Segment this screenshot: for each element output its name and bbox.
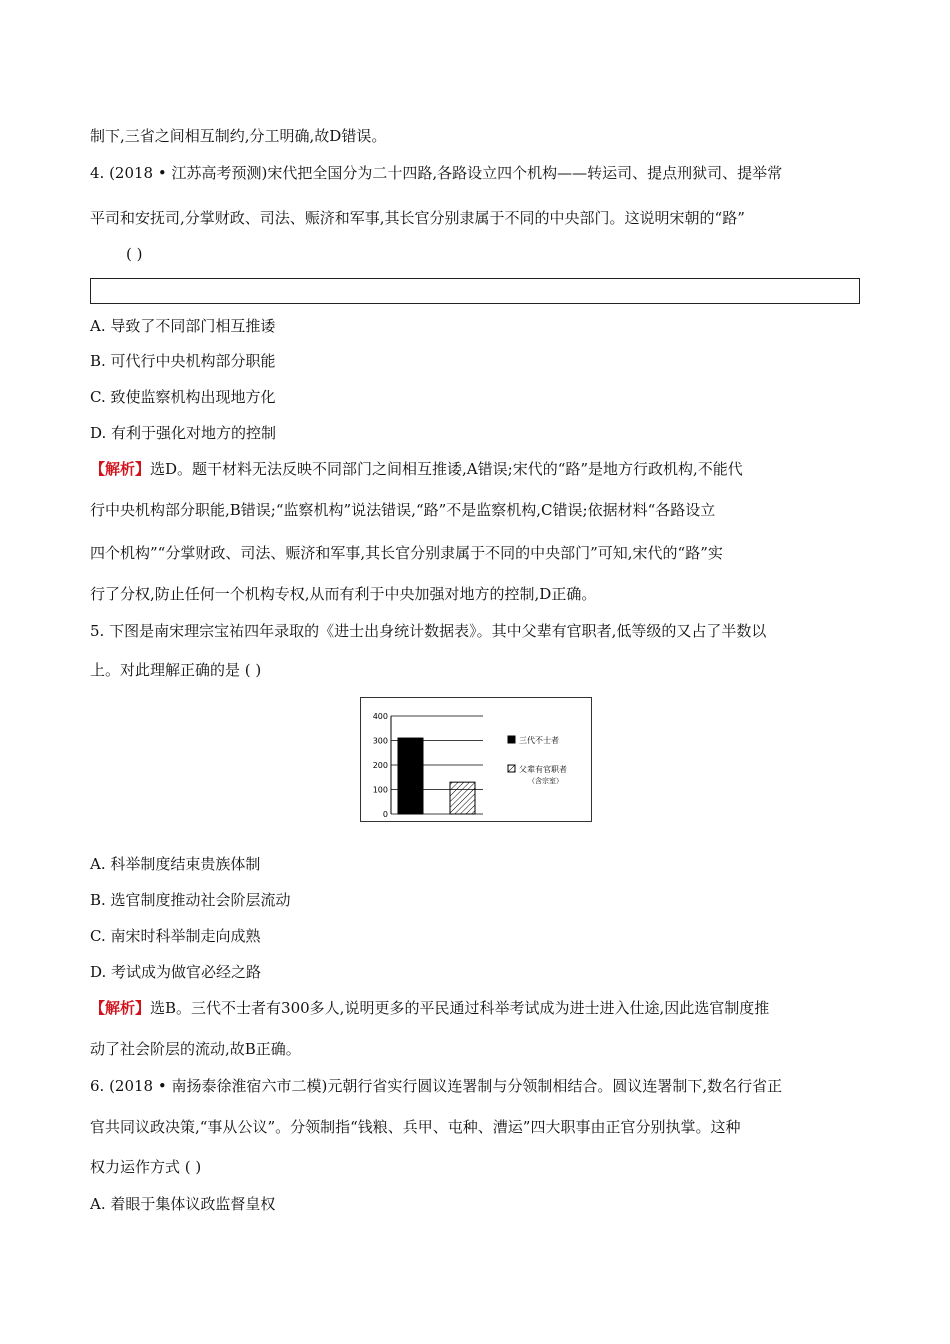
y-tick-label: 400 — [372, 712, 388, 721]
explanation-line — [90, 459, 743, 479]
bar — [398, 738, 423, 814]
question-6-stem: 官共同议政决策,“事从公议”。分领制指“钱粮、兵甲、屯种、漕运”四大职事由正官分别执掌。这种 — [90, 1118, 741, 1136]
question-6-stem: 6. (2018 • 南扬泰徐淮宿六市二模)元朝行省实行圆议连署制与分领制相结合。圆议连署制下,数名行省正 — [90, 1077, 783, 1095]
option-d: D. 有利于强化对地方的控制 — [90, 424, 277, 442]
explanation-text: 选B。三代不士者有300多人,说明更多的平民通过科举考试成为进士进入仕途,因此选官制度推 — [150, 999, 770, 1017]
text-line: 制下,三省之间相互制约,分工明确,故D错误。 — [90, 127, 387, 145]
answer-box — [90, 278, 860, 304]
option-b: B. 可代行中央机构部分职能 — [90, 352, 276, 370]
chart-svg — [361, 698, 591, 821]
answer-parentheses: ( ) — [126, 245, 143, 263]
option-a: A. 科举制度结束贵族体制 — [90, 855, 261, 873]
explanation-line: 动了社会阶层的流动,故B正确。 — [90, 1040, 301, 1058]
legend-label: 父辈有官职者 — [519, 765, 567, 774]
option-a: A. 着眼于集体议政监督皇权 — [90, 1195, 276, 1213]
explanation-line: 四个机构”“分掌财政、司法、赈济和军事,其长官分别隶属于不同的中央部门”可知,宋代的“路”实 — [90, 544, 723, 562]
question-5-stem: 5. 下图是南宋理宗宝祐四年录取的《进士出身统计数据表》。其中父辈有官职者,低等级的又占了半数以 — [90, 622, 767, 640]
question-4-stem: 平司和安抚司,分掌财政、司法、赈济和军事,其长官分别隶属于不同的中央部门。这说明宋朝的“路” — [90, 209, 745, 227]
legend-swatch — [508, 736, 515, 743]
option-c: C. 南宋时科举制走向成熟 — [90, 927, 261, 945]
option-a: A. 导致了不同部门相互推诿 — [90, 317, 276, 335]
y-tick-label: 0 — [382, 810, 388, 819]
explanation-line — [90, 998, 769, 1018]
explanation-line: 行中央机构部分职能,B错误;“监察机构”说法错误,“路”不是监察机构,C错误;依据材料“各路设立 — [90, 501, 716, 519]
y-tick-label: 300 — [372, 736, 388, 746]
question-4-stem: 4. (2018 • 江苏高考预测)宋代把全国分为二十四路,各路设立四个机构——转运司、提点刑狱司、提举常 — [90, 164, 783, 182]
question-6-stem: 权力运作方式 ( ) — [90, 1158, 202, 1176]
legend-swatch — [508, 765, 515, 772]
bar — [450, 782, 475, 814]
explanation-text: 选D。题干材料无法反映不同部门之间相互推诿,A错误;宋代的“路”是地方行政机构,不能代 — [150, 460, 743, 478]
option-c: C. 致使监察机构出现地方化 — [90, 388, 276, 406]
question-5-stem: 上。对此理解正确的是 ( ) — [90, 661, 262, 679]
option-d: D. 考试成为做官必经之路 — [90, 963, 262, 981]
legend-label: 三代不士者 — [519, 736, 559, 745]
y-tick-label: 100 — [372, 785, 388, 795]
bar-chart — [360, 697, 592, 822]
explanation-line: 行了分权,防止任何一个机构专权,从而有利于中央加强对地方的控制,D正确。 — [90, 585, 597, 603]
option-b: B. 选官制度推动社会阶层流动 — [90, 891, 291, 909]
y-tick-label: 200 — [372, 761, 388, 770]
explanation-tag: 【解析】 — [90, 460, 151, 478]
explanation-tag: 【解析】 — [90, 999, 151, 1017]
legend-label: （含宗室） — [528, 777, 563, 785]
